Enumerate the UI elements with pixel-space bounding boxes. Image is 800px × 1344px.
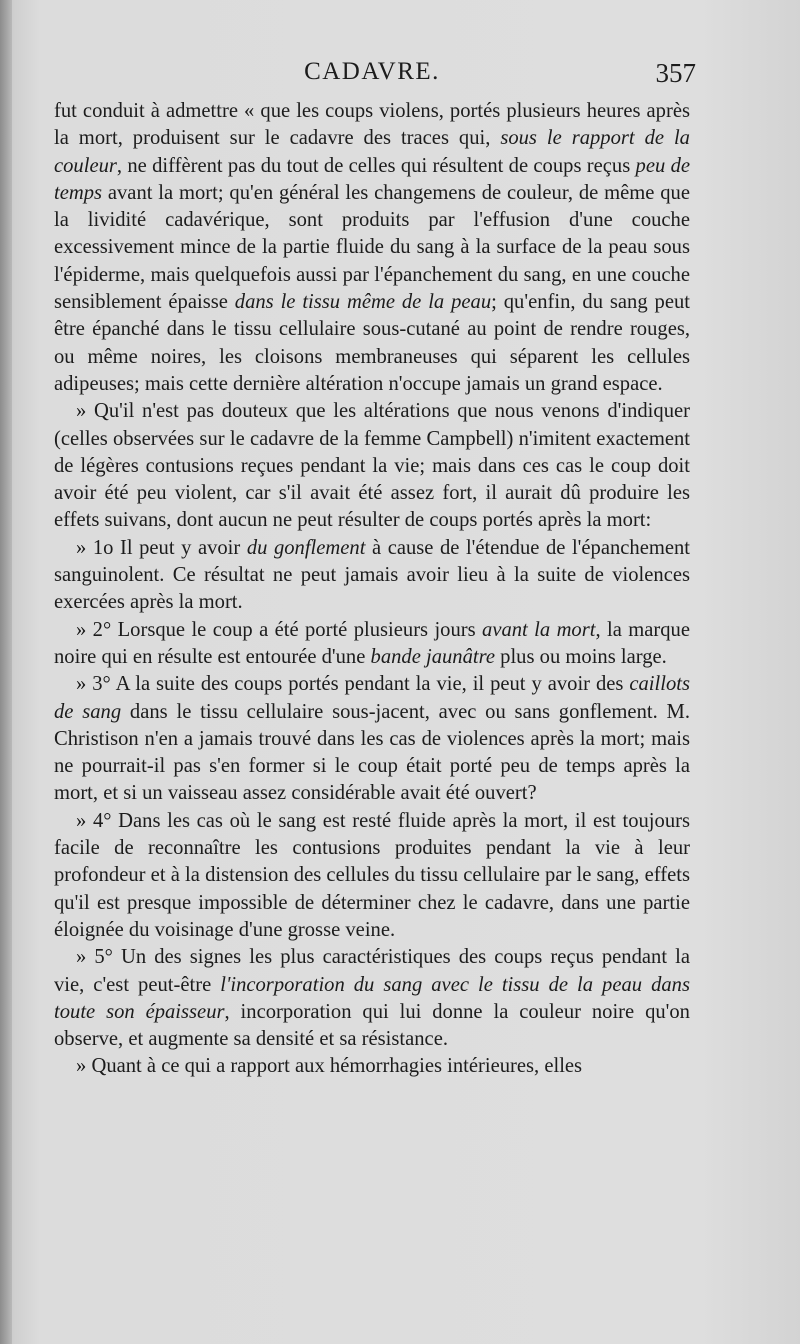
text-run: à cause de l'étendue de l'épanchement sanguinolent. Ce résultat ne peut jamais avoir lieu à la suite de violences exercées après la mort. bbox=[54, 536, 691, 614]
paragraph bbox=[54, 808, 690, 944]
text-run: » Qu'il n'est pas douteux que les altérations que nous venons d'indiquer (celles observées sur le cadavre de la femme Campbell) n'imitent exactement de légères contusions reçues pendant la vie; mais dans ces cas le coup doit avoir été peu violent, car s'il avait été assez fort, il aurait dû produire les effets suivans, dont aucun ne peut résulter de coups portés après la mort: bbox=[54, 400, 690, 532]
text-run: , la marque noire qui en résulte est entourée d'une bbox=[54, 618, 690, 668]
paragraph bbox=[54, 98, 690, 398]
text-run: » 2° Lorsque le coup a été porté plusieurs jours bbox=[76, 618, 483, 641]
text-run: dans le tissu cellulaire sous-jacent, avec ou sans gonflement. M. Christison n'en a jamais trouvé dans les cas de violences après la mort; mais ne pourrait-il pas s'en former si le coup était porté peu de temps après la mort, et si un vaisseau assez considérable avait été ouvert? bbox=[54, 700, 690, 805]
page-title: CADAVRE. bbox=[304, 58, 440, 85]
italic-text: caillots de sang bbox=[54, 673, 690, 723]
text-run: , ne diffèrent pas du tout de celles qui résultent de coups reçus bbox=[116, 154, 636, 177]
running-head bbox=[54, 58, 696, 98]
text-run: » Quant à ce qui a rapport aux hémorrhagies intérieures, elles bbox=[76, 1055, 583, 1078]
text-run: » 3° A la suite des coups portés pendant la vie, il peut y avoir des bbox=[76, 673, 630, 696]
italic-text: sous le rapport de la couleur bbox=[54, 127, 690, 177]
text-run: ; qu'enfin, du sang peut être épanché dans le tissu cellulaire sous-cutané au point de rendre rouges, ou même noires, les cloisons membraneuses qui séparent les cellules adipeuses; mais cette dernière altération n'occupe jamais un grand espace. bbox=[54, 291, 690, 395]
page-number: 357 bbox=[655, 58, 696, 88]
binding-gutter bbox=[0, 0, 12, 1344]
body-text bbox=[54, 98, 690, 1081]
italic-text: bande jaunâtre bbox=[370, 645, 496, 668]
text-run: , incorporation qui lui donne la couleur noire qu'on observe, et augmente sa densité et sa résistance. bbox=[54, 1000, 690, 1051]
italic-text: du gonflement bbox=[246, 536, 366, 559]
text-run: plus ou moins large. bbox=[495, 645, 667, 668]
text-run: fut conduit à admettre « que les coups violens, portés plusieurs heures après la mort, produisent sur le cadavre des traces qui, bbox=[54, 100, 690, 150]
italic-text: l'incorporation du sang avec le tissu de la peau dans toute son épaisseur bbox=[54, 973, 690, 1023]
text-run: » 1o Il peut y avoir bbox=[76, 536, 247, 559]
italic-text: dans le tissu même de la peau bbox=[234, 291, 492, 314]
text-run: » 4° Dans les cas où le sang est resté fluide après la mort, il est toujours facile de reconnaître les contusions produites pendant la vie à leur profondeur et à la distension des cellules du tissu cellulaire par le sang, effets qu'il est presque impossible de déterminer chez le cadavre, dans une partie éloignée du voisinage d'une grosse veine. bbox=[54, 809, 690, 941]
paragraph bbox=[54, 671, 690, 807]
paragraph bbox=[54, 398, 690, 534]
italic-text: avant la mort bbox=[482, 618, 596, 641]
text-run: avant la mort; qu'en général les changemens de couleur, de même que la lividité cadavérique, sont produits par l'effusion d'une couche excessivement mince de la partie fluide du sang à la surface de la peau sous l'épiderme, mais quelquefois aussi par l'épanchement du sang, en une couche sensiblement épaisse bbox=[54, 181, 690, 314]
paragraph bbox=[54, 535, 690, 617]
paragraph bbox=[54, 1053, 690, 1080]
paragraph bbox=[54, 944, 690, 1053]
paragraph bbox=[54, 617, 690, 672]
text-run: » 5° Un des signes les plus caractéristiques des coups reçus pendant la vie, c'est peut-être bbox=[54, 946, 690, 996]
italic-text: peu de temps bbox=[54, 154, 691, 204]
